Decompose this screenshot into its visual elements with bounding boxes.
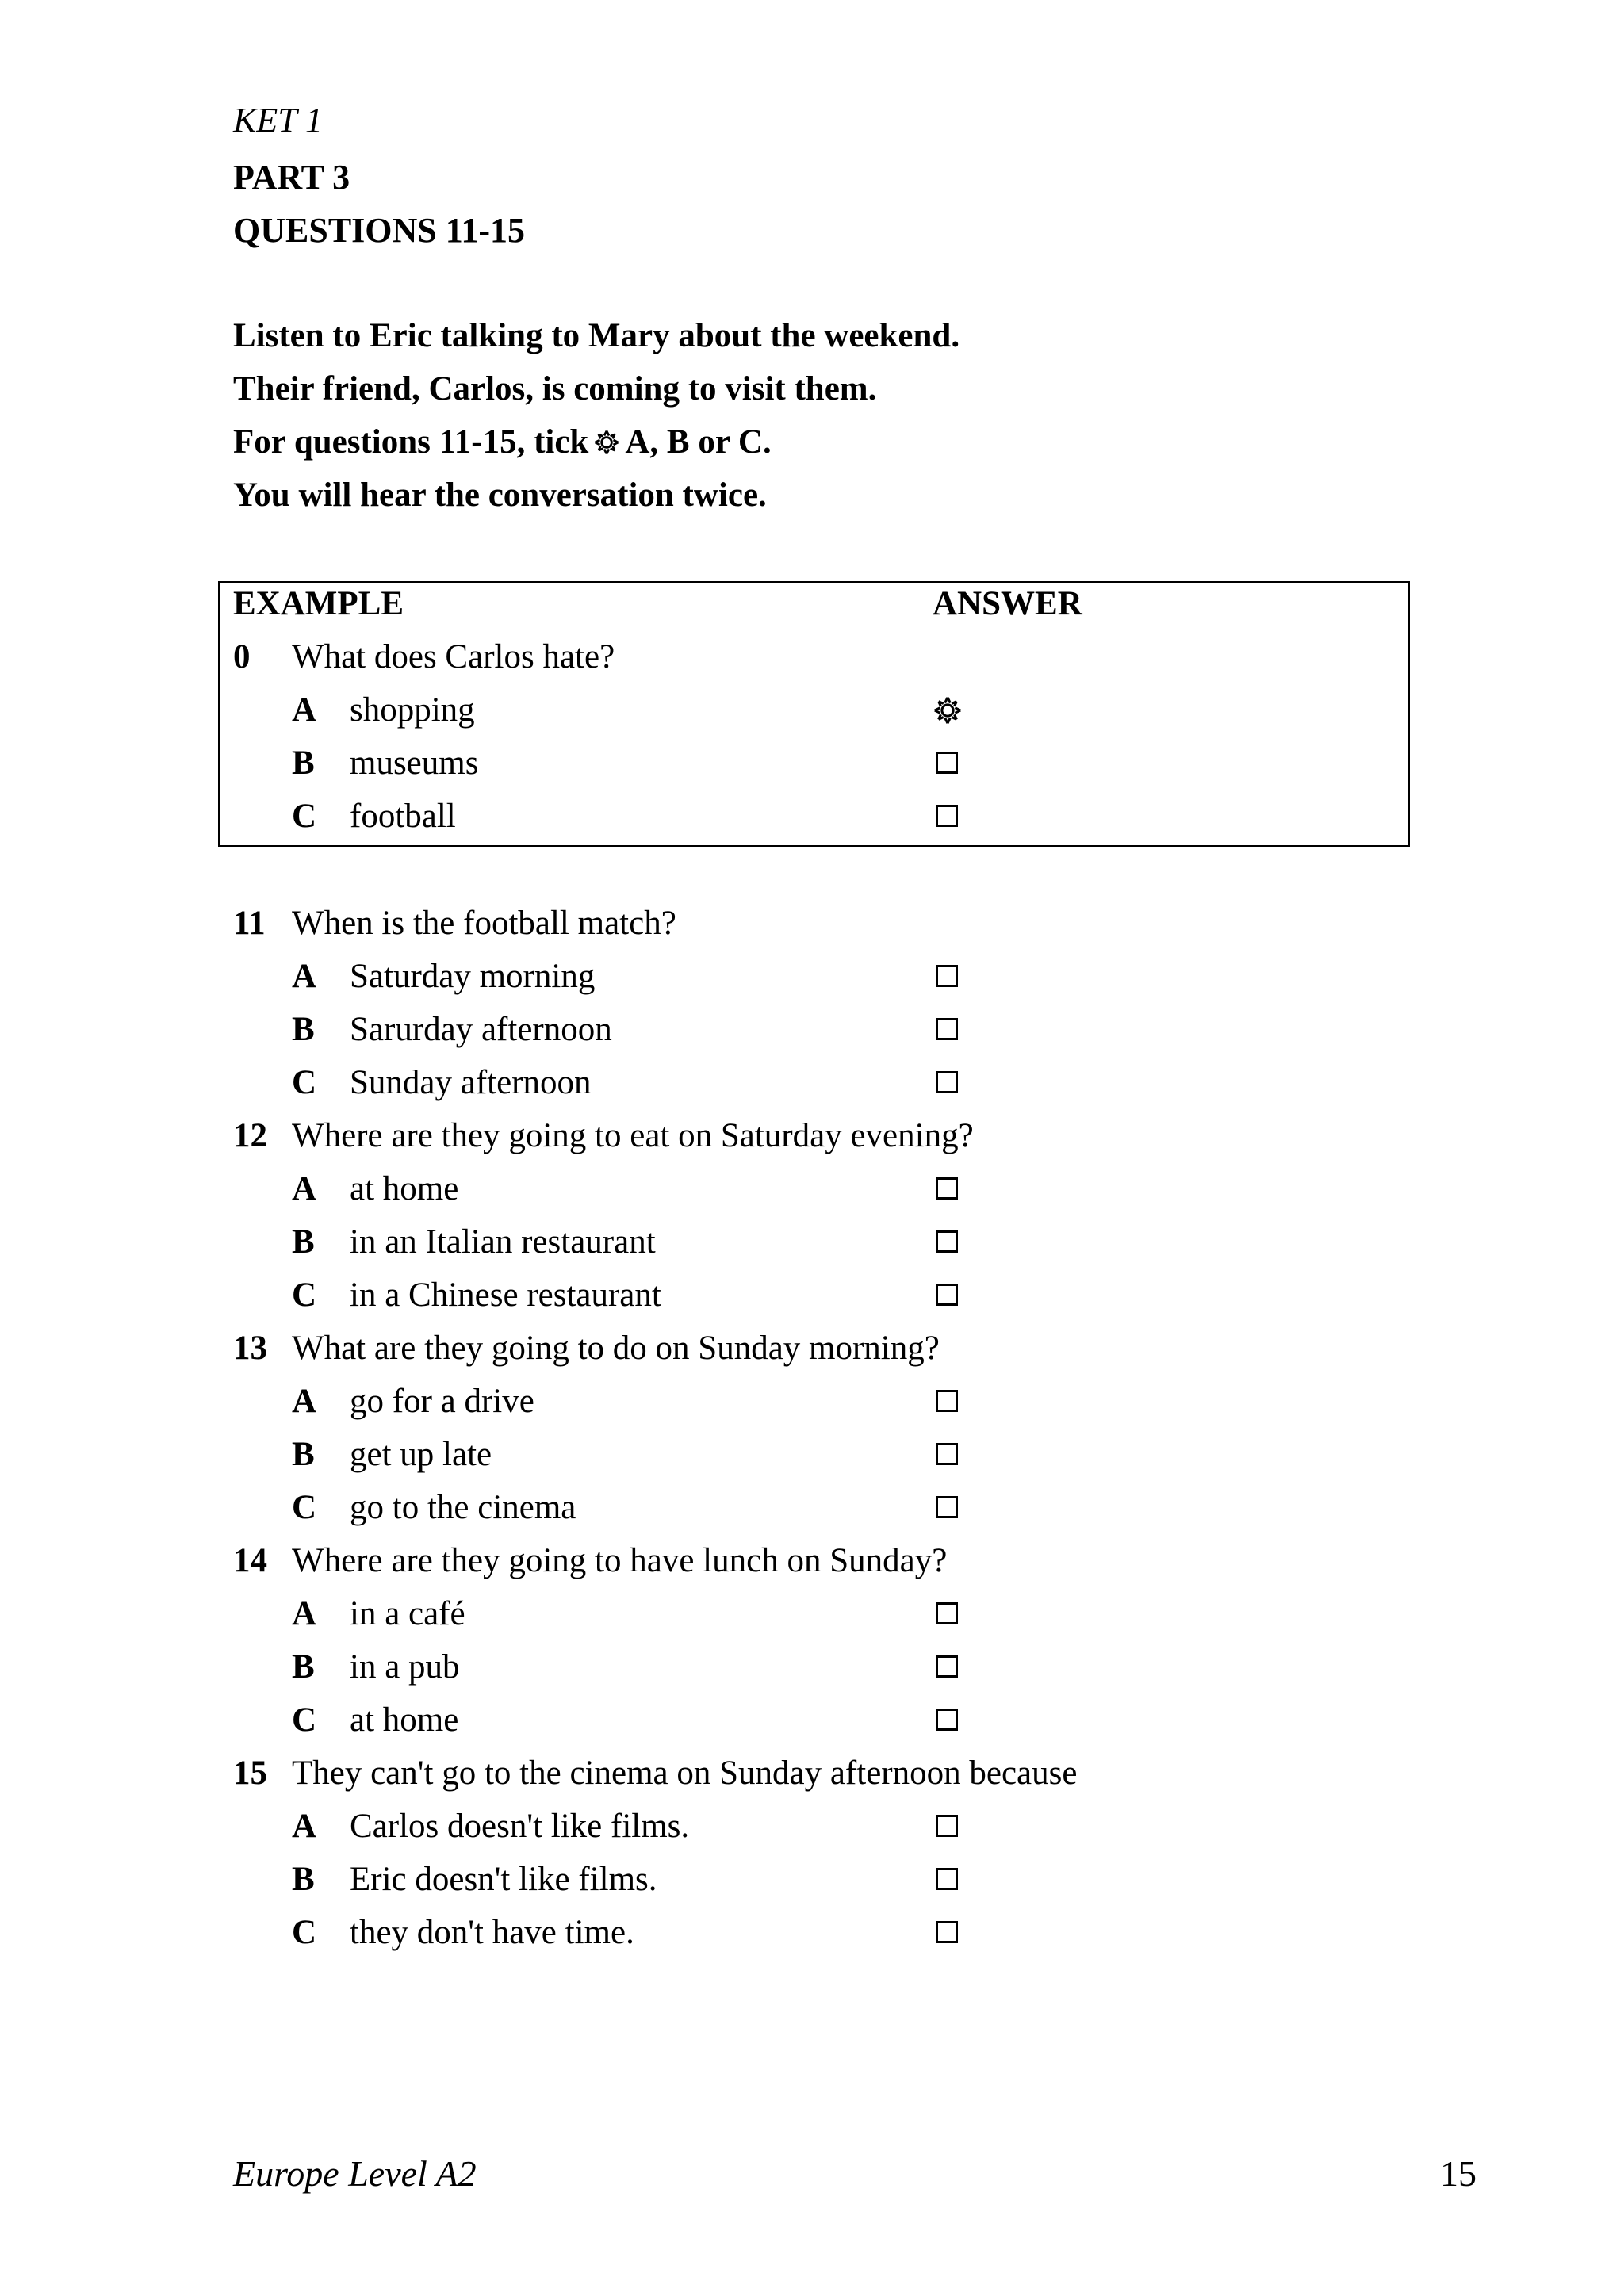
instruction-line-3-before: For questions 11-15, tick — [233, 423, 589, 461]
option-text: get up late — [350, 1436, 492, 1473]
example-number: 0 — [233, 638, 251, 675]
example-option-a — [0, 688, 1624, 733]
option-text: go to the cinema — [350, 1489, 576, 1526]
question-text: When is the football match? — [292, 905, 676, 942]
option-row — [0, 1486, 1624, 1530]
option-row — [0, 1380, 1624, 1424]
option-row — [0, 1167, 1624, 1211]
checkbox-icon[interactable] — [936, 1868, 958, 1890]
instruction-line-1: Listen to Eric talking to Mary about the weekend. — [233, 317, 960, 354]
test-name: KET 1 — [233, 101, 323, 140]
question-text: They can't go to the cinema on Sunday afternoon because — [292, 1755, 1078, 1792]
question-row — [0, 1539, 1624, 1583]
checkbox-icon[interactable] — [936, 1921, 958, 1943]
question-row — [0, 901, 1624, 946]
option-letter: A — [292, 1383, 317, 1420]
option-text: in a café — [350, 1595, 465, 1632]
question-number: 12 — [233, 1117, 267, 1154]
option-text: at home — [350, 1701, 459, 1739]
option-letter: B — [292, 1223, 315, 1261]
instruction-line-3-after: A, B or C. — [625, 423, 772, 461]
instruction-line-2: Their friend, Carlos, is coming to visit them. — [233, 370, 877, 408]
example-header-row — [0, 582, 1624, 626]
option-letter: C — [292, 1701, 317, 1739]
option-letter: A — [292, 1595, 317, 1632]
option-row — [0, 1698, 1624, 1743]
checkbox-icon[interactable] — [936, 1602, 958, 1624]
checkbox-icon[interactable] — [936, 1018, 958, 1040]
part-title: PART 3 — [233, 158, 350, 197]
option-text: in an Italian restaurant — [350, 1223, 656, 1261]
option-letter: C — [292, 1489, 317, 1526]
option-text: museums — [350, 744, 479, 782]
instruction-line-4: You will hear the conversation twice. — [233, 476, 767, 514]
option-text: at home — [350, 1170, 459, 1207]
footer-level: Europe Level A2 — [233, 2153, 477, 2194]
checkbox-icon[interactable] — [936, 965, 958, 987]
option-text: Sarurday afternoon — [350, 1011, 612, 1048]
option-text: in a Chinese restaurant — [350, 1276, 661, 1314]
option-text: go for a drive — [350, 1383, 534, 1420]
option-row — [0, 1273, 1624, 1318]
option-letter: B — [292, 1861, 315, 1898]
option-text: Eric doesn't like films. — [350, 1861, 657, 1898]
option-row — [0, 1220, 1624, 1265]
question-number: 15 — [233, 1755, 267, 1792]
option-text: Saturday morning — [350, 958, 596, 995]
option-letter: A — [292, 691, 317, 729]
option-row — [0, 1645, 1624, 1689]
example-option-c — [0, 794, 1624, 839]
question-text: Where are they going to eat on Saturday evening? — [292, 1117, 974, 1154]
checkbox-icon[interactable] — [936, 1071, 958, 1093]
checkbox-icon[interactable] — [936, 1230, 958, 1253]
checkbox-icon[interactable] — [936, 1390, 958, 1412]
checkbox-icon[interactable] — [936, 1284, 958, 1306]
option-text: shopping — [350, 691, 475, 729]
option-text: Sunday afternoon — [350, 1064, 592, 1101]
option-row — [0, 1061, 1624, 1105]
option-letter: C — [292, 1914, 317, 1951]
option-letter: B — [292, 1011, 315, 1048]
option-row — [0, 1008, 1624, 1052]
questions-range: QUESTIONS 11-15 — [233, 211, 525, 250]
star-tick-icon — [593, 429, 620, 456]
option-letter: B — [292, 1648, 315, 1686]
option-letter: A — [292, 1808, 317, 1845]
option-letter: C — [292, 798, 317, 835]
checkbox-icon[interactable] — [936, 1709, 958, 1731]
example-question-text: What does Carlos hate? — [292, 638, 615, 675]
example-question-row — [0, 635, 1624, 679]
option-letter: A — [292, 958, 317, 995]
checkbox-icon[interactable] — [936, 1177, 958, 1200]
option-text: in a pub — [350, 1648, 460, 1686]
checkbox-icon[interactable] — [936, 1496, 958, 1518]
example-option-b — [0, 741, 1624, 786]
checkbox-icon[interactable] — [936, 1655, 958, 1678]
option-letter: C — [292, 1276, 317, 1314]
checkbox-icon[interactable] — [936, 1815, 958, 1837]
option-row — [0, 955, 1624, 999]
option-row — [0, 1433, 1624, 1477]
checkbox-icon[interactable] — [936, 805, 958, 827]
option-text: football — [350, 798, 456, 835]
option-row — [0, 1804, 1624, 1849]
answer-label: ANSWER — [933, 585, 1082, 622]
checkbox-icon[interactable] — [936, 752, 958, 774]
option-letter: A — [292, 1170, 317, 1207]
option-text: Carlos doesn't like films. — [350, 1808, 690, 1845]
question-row — [0, 1326, 1624, 1371]
question-text: What are they going to do on Sunday morning? — [292, 1330, 940, 1367]
question-row — [0, 1114, 1624, 1158]
question-text: Where are they going to have lunch on Sunday? — [292, 1542, 948, 1579]
option-letter: B — [292, 744, 315, 782]
option-row — [0, 1858, 1624, 1902]
instruction-line-3 — [233, 420, 772, 465]
star-tick-icon — [933, 695, 963, 725]
page-number: 15 — [1440, 2153, 1477, 2194]
question-row — [0, 1751, 1624, 1796]
checkbox-icon[interactable] — [936, 1443, 958, 1465]
option-letter: B — [292, 1436, 315, 1473]
option-row — [0, 1911, 1624, 1955]
option-text: they don't have time. — [350, 1914, 634, 1951]
question-number: 11 — [233, 905, 266, 942]
option-letter: C — [292, 1064, 317, 1101]
question-number: 13 — [233, 1330, 267, 1367]
option-row — [0, 1592, 1624, 1636]
example-label: EXAMPLE — [233, 585, 404, 622]
question-number: 14 — [233, 1542, 267, 1579]
